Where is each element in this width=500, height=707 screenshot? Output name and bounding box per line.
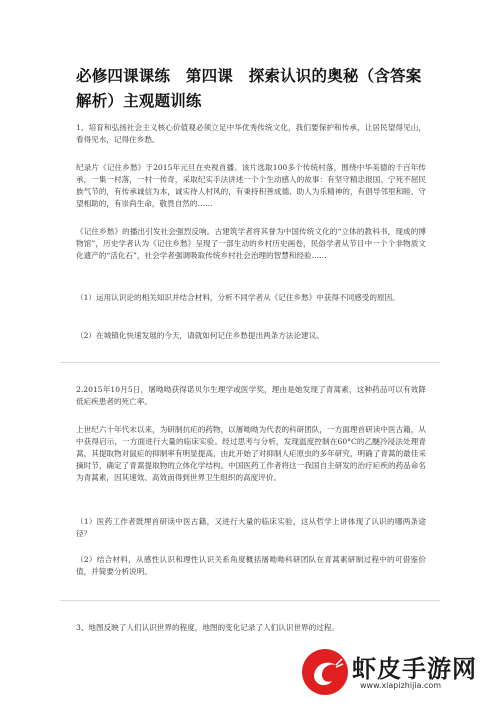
question-2-intro: 2.2015年10月5日，屠呦呦获得诺贝尔生理学或医学奖，理由是她发现了青蒿素，这种药品可以有效降低疟疾患者的死亡率。 (76, 385, 426, 406)
question-2-sub-1: （1）医药工作者既埋首研读中医古籍，又进行大量的临床实验，这从哲学上讲体现了认识的哪两条途径？ (76, 517, 426, 538)
question-2-sub-2: （2）结合材料，从感性认识和理性认识关系角度概括屠呦呦科研团队在青蒿素研制过程中的可借鉴价值，并简要分析说明。 (76, 555, 426, 576)
question-3-intro: 3、地图反映了人们认识世界的程度，地图的变化记录了人们认识世界的过程。 (76, 623, 340, 632)
site-watermark (300, 647, 490, 697)
shrimp-logo-icon (300, 647, 350, 697)
question-1-sub-1: （1）运用认识论的相关知识并结合材料，分析不同学者从《记住乡愁》中获得不同感受的原因。 (76, 293, 400, 302)
page-title: 必修四课课练 第四课 探索认识的奥秘（含答案解析）主观题训练 (76, 67, 422, 110)
watermark-site-name: 虾皮手游网 (352, 655, 477, 683)
section-divider (60, 600, 440, 601)
section-divider (60, 362, 440, 363)
question-2-material: 上世纪六十年代末以来，为研制抗疟的药物，以屠呦呦为代表的科研团队，一方面理首研读中医古籍，从中获得启示，一方面进行大量的临床实验。经过思考与分析，发现温度控制在60°C的乙醚冷浸法处理青蒿，其提取物对鼠疟的抑制率有明显提高，由此开始了对抑制人疟原虫的多年研究，明确了青蒿的最佳采摘时节，确定了青蒿提取物的立体化学结构。中国医药工作者将这一我国自主研发的治疗疟疾的药品命名为青蒿素，因其速效、高效而得到世界卫生组织的高度评价。 (76, 425, 426, 482)
question-1-sub-2: （2）在城镇化快速发展的今天，请就如何记住乡愁提出两条方法论建议。 (76, 331, 324, 340)
question-1-material-2: 《记住乡愁》的播出引发社会强烈反响。古建筑学者将其誉为中国传统文化的“立体的教科书，现成的博物馆”，历史学者认为《记住乡愁》呈现了一部生动的乡村历史画卷，民俗学者从节目中一个个非物质文化遗产的“活化石”，社会学者强调吸取传统乡村社会治理的智慧和经验…… (76, 227, 426, 260)
question-1-intro: 1、培育和弘扬社会主义核心价值观必须立足中华优秀传统文化，我们要保护和传承，让居民望得见山，看得见水，记得住乡愁。 (76, 123, 426, 144)
question-1-material-1: 纪录片《记住乡愁》于2015年元旦在央视首播。该片选取100多个传统村落，围绕中华美德的千百年传承，一集一村落，一村一传奇，采取纪实手法讲述一个个生动感人的故事：有坚守精忠报国、宁死不屈民族气节的，有传承诚信为本，诚实待人村风的，有秉持积善成德、助人为乐精神的，有倡导邻里和睦、守望相助的，有崇尚生命，敬畏自然的…… (76, 163, 426, 208)
watermark-site-url: www.xiapizhijia.com (360, 681, 442, 690)
